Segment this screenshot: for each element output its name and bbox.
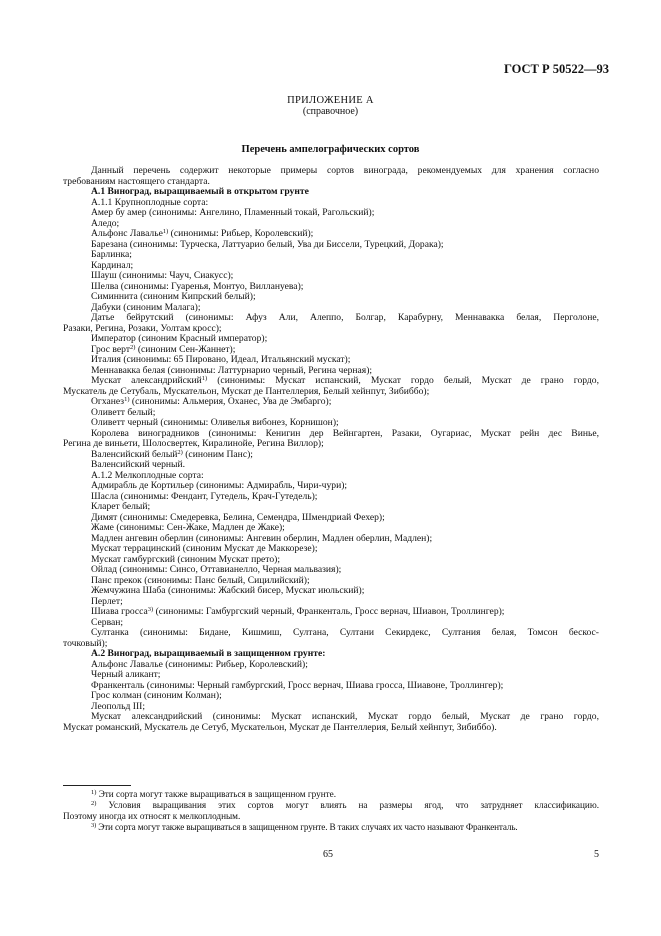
footnote-text: Эти сорта могут также выращиваться в защищенном грунте. [98,789,337,799]
footnote-ref: 2) [177,448,183,456]
list-item: Барезана (синонимы: Турческа, Латтуарио белый, Ува ди Биссели, Турецкий, Дорака); [91,238,444,250]
list-item: Кларет белый; [91,501,151,512]
list-item-name: Огханез [91,396,125,407]
appendix-subtitle: (справочное) [302,106,359,117]
list-item: Султанка (синонимы: Бидане, Кишмиш, Султана, Султани Секирдекс, Султания белая, Томсон бескос- [91,627,599,638]
list-item: Барлинка; [91,249,132,260]
list-item: Валенсийский черный. [91,459,186,470]
footnote-text: Условия выращивания этих сортов могут влиять на размеры ягод, что затрудняет классификацию. [108,800,600,810]
list-item: Шелва (синонимы: Гуаренья, Монтуо, Виллануева); [91,280,304,292]
sheet-number: 5 [594,849,599,860]
page-title: Перечень ампелографических сортов [241,144,420,155]
list-item-rest: (синоним Сен-Жаннет); [135,343,236,355]
list-item-rest: (синонимы: Альмерия, Оханес, Ува де Эмбарго); [129,396,332,407]
list-item: Димят (синонимы: Смедеревка, Белина, Семендра, Шмендриай Фехер); [91,511,385,523]
section-heading-a1: А.1 Виноград, выращиваемый в открытом грунте [91,186,309,197]
list-item-name: Шиава гросса [91,606,148,617]
list-item: Жаме (синонимы: Сен-Жаке, Мадлен де Жаке); [91,522,285,533]
footnote-continued: Поэтому иногда их относят к мелкоплодным. [63,811,241,821]
footnote-divider [63,785,131,786]
list-item: Панс прекок (синонимы: Панс белый, Сицилийский); [91,574,310,586]
list-item-name: Валенсийский белый [91,448,178,460]
list-item-continued: Регина де виньети, Шолосвертек, Киралинойе, Регина Виллор); [63,438,324,449]
list-item: Датье бейрутский (синонимы: Афуз Али, Алеппо, Болгар, Карабурну, Меннавакка белая, Перголоне, [91,312,599,323]
page-number: 65 [323,849,333,860]
footnote [63,822,599,833]
doc-code: ГОСТ Р 50522—93 [503,62,609,76]
list-item: Мускат александрийский (синонимы: Мускат испанский, Мускат гордо белый, Мускат де грано гордо, [91,711,599,722]
list-item-rest: (синонимы: Мускат испанский, Мускат гордо белый, Мускат де грано гордо, [207,375,599,386]
footnote [63,800,599,811]
list-item-rest: (синонимы: Гамбургский черный, Франкенталь, Гросс вернач, Шиавон, Троллингер); [153,606,505,617]
list-item [63,397,599,408]
list-item: Император (синоним Красный император); [91,333,268,344]
list-item-rest: (синоним Панс); [182,448,253,460]
list-item: Франкенталь (синонимы: Черный гамбургский, Гросс вернач, Шиава гросса, Шиавоне, Троллингер); [91,679,504,691]
footnote-marker: 2) [91,800,97,807]
list-item: Мадлен ангевин оберлин (синонимы: Ангевин оберлин, Мадлен оберлин, Мадлен); [91,532,433,544]
list-item-name: Альфонс Лавалье [91,228,163,239]
appendix-title: ПРИЛОЖЕНИЕ А [287,95,374,106]
list-item: Шауш (синонимы: Чауч, Сиакусс); [91,270,234,281]
footnote-ref: 3) [147,606,154,613]
list-item: Меннавакка белая (синонимы: Латтурнарио черный, Регина черная); [91,364,373,376]
list-item: Королева виноградников (синонимы: Кенигин дер Вейнгартен, Разаки, Оугариас, Мускат рейн дес Винье, [91,427,599,439]
list-item: Грос колман (синоним Колман); [91,690,222,701]
list-item: Мускат гамбургский (синоним Мускат прето); [91,553,280,565]
list-item: Симиннита (синоним Кипрский белый); [91,291,256,302]
footnote-ref: 2) [130,343,136,351]
footnote-marker: 3) [91,822,97,829]
footnotes [63,789,599,833]
main-text [63,166,599,733]
list-item: Аледо; [91,217,120,229]
footnote-text: Эти сорта могут также выращиваться в защищенном грунте. В таких случаях их часто называют Франкенталь. [98,822,518,832]
list-item: Оливетт черный (синонимы: Оливелья вибонез, Корнишон); [91,417,339,428]
list-item [63,376,599,387]
list-item: Мускат террацинский (синоним Мускат де Маккорезе); [91,543,318,554]
subsection-heading-a12: А.1.2 Мелкоплодные сорта: [91,469,204,481]
footnote-ref: 1) [162,228,169,235]
list-item [63,607,599,618]
list-item: Серван; [91,616,124,628]
list-item: Черный аликант; [91,669,161,680]
footnote [63,789,599,800]
intro-line: требованиям настоящего стандарта. [63,175,210,187]
section-heading-a2: А.2 Виноград, выращиваемый в защищенном грунте: [91,648,326,659]
list-item: Альфонс Лавалье (синонимы: Рибьер, Королевский); [91,658,308,670]
list-item-rest: (синонимы: Рибьер, Королевский); [168,228,314,239]
list-item-name: Мускат александрийский [91,375,202,386]
list-item: Италия (синонимы: 65 Пировано, Идеал, Итальянский мускат); [91,354,351,365]
intro-line: Данный перечень содержит некоторые примеры сортов винограда, рекомендуемых для хранения согласно [91,165,599,176]
subsection-heading-a11: А.1.1 Крупноплодные сорта: [91,196,209,208]
list-item: Дабуки (синоним Малага); [91,301,201,313]
list-item-continued: Мускат романский, Мускатель де Сетуб, Мускательон, Мускат де Пантеллерия, Белый хейнпут, Зибиббо). [63,721,497,733]
footnote-marker: 1) [91,789,97,796]
list-item: Перлет; [91,595,123,607]
list-item-name: Грос верт [91,343,131,355]
list-item: Адмирабль де Кортильер (синонимы: Адмирабль, Чири-чури); [91,480,348,491]
list-item: Кардинал; [91,259,134,271]
list-item: Леопольд III; [91,700,145,712]
list-item [63,229,599,240]
list-item-continued: Разаки, Регина, Розаки, Уолтам кросс); [63,322,222,334]
footnote-ref: 1) [124,396,130,403]
list-item: Жемчужина Шаба (синонимы: Жабский бисер, Мускат июльский); [91,585,365,596]
footnote-ref: 1) [201,375,208,382]
list-item: Шасла (синонимы: Фендант, Гутедель, Крач-Гутедель); [91,490,318,502]
list-item: Амер бу амер (синонимы: Ангелино, Пламенный токай, Рагольский); [91,207,375,218]
list-item: Оливетт белый; [91,406,156,418]
list-item: Ойлад (синонимы: Синсо, Оттавианелло, Черная мальвазия); [91,564,342,575]
list-item-continued: точковый); [63,637,108,649]
list-item-continued: Мускатель де Сетубаль, Мускательон, Мускат де Пантеллерия, Белый хейнпут, Зибиббо); [63,385,430,397]
